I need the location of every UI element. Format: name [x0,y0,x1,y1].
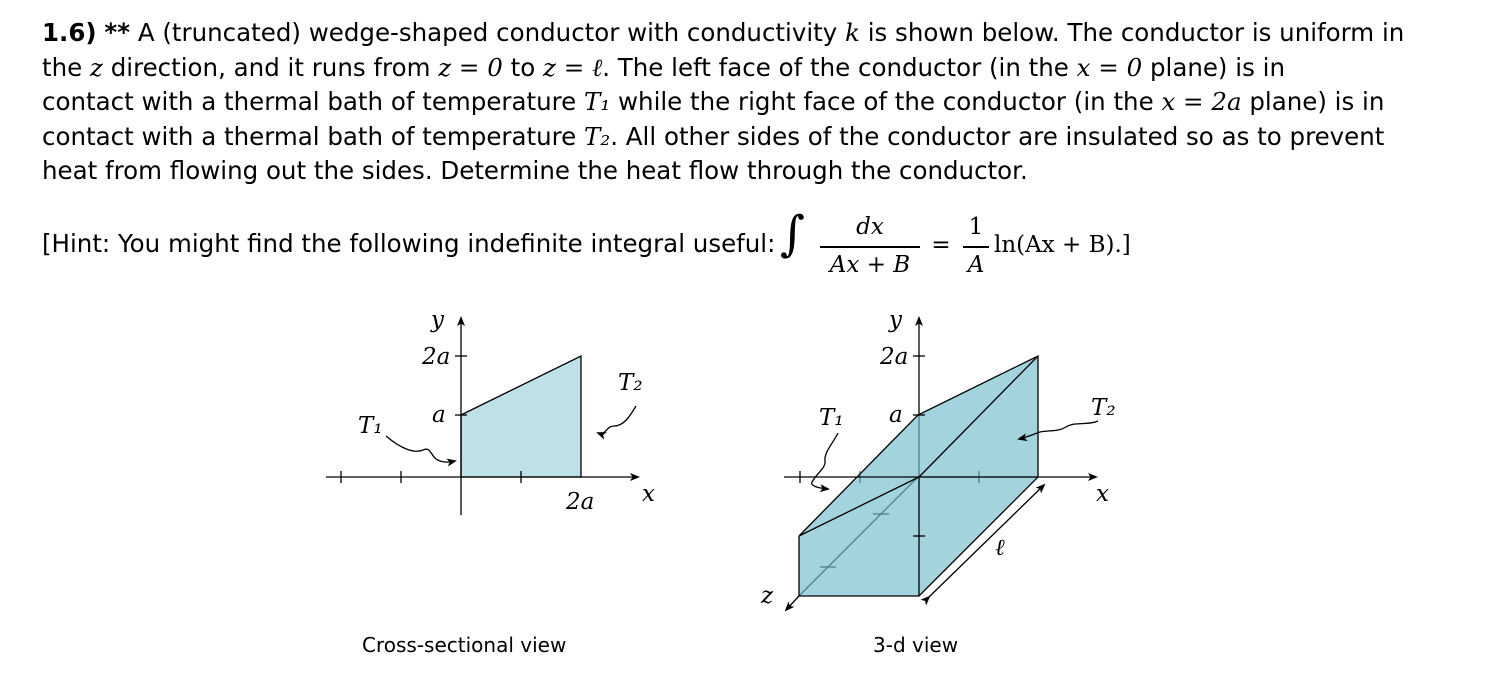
hint-text: [Hint: You might find the following indefinite integral useful: [42,229,776,258]
text-segment: A (truncated) wedge-shaped conductor with conductivity [137,18,846,47]
3d-z-label: z [761,583,774,609]
text-segment: is shown below. The conductor is uniform in [859,18,1405,47]
3d-a-label: a [889,402,903,428]
3d-t1-label: T₁ [819,405,844,431]
math-k: k [845,18,860,47]
text-segment: contact with a thermal bath of temperature [42,121,585,151]
math-z: z [90,52,103,82]
cross-t2-label: T₂ [618,370,643,396]
cross-2a-x-label: 2a [566,489,595,515]
math-t2: T₂ [584,121,611,151]
3d-z-axis [786,596,799,610]
math-x-eq-2a: x = 2a [1161,87,1242,116]
text-segment: direction, and it runs from [102,52,439,82]
text-segment: . The left face of the conductor (in the [602,52,1077,82]
math-z-eq-l: z = ℓ [543,52,603,82]
3d-length-label: ℓ [995,535,1005,561]
text-segment: plane) is in [1241,87,1385,116]
cross-t1-label: T₁ [358,413,383,439]
math-x-eq-0: x = 0 [1076,52,1143,82]
cross-x-label: x [642,481,655,507]
math-t1: T₁ [584,87,611,116]
text-segment: while the right face of the conductor (in the [610,87,1162,116]
3d-view-caption: 3-d view [873,633,959,657]
3d-y-label: y [889,307,902,333]
cross-2a-y-label: 2a [422,344,451,370]
cross-t1-arrow [386,436,455,462]
3d-t1-arrow [812,433,838,489]
cross-t2-arrow [598,406,636,434]
text-segment: plane) is in [1142,52,1285,82]
3d-x-label: x [1096,481,1109,507]
text-segment: contact with a thermal bath of temperature [42,87,585,116]
cross-a-label: a [432,402,446,428]
rhs-denominator: A [967,252,985,278]
cross-section-caption: Cross-sectional view [362,633,567,657]
text-segment: to [502,52,543,82]
text-segment: . All other sides of the conductor are insulated so as to prevent [610,121,1385,151]
rhs-numerator: 1 [968,214,984,240]
hint-equals: = [931,232,951,258]
text-segment: the [42,52,90,82]
rhs-log-term: ln(Ax + B).] [994,232,1131,258]
cross-section-trapezoid [461,356,581,477]
difficulty-stars: ** [104,18,131,47]
3d-t2-label: T₂ [1091,395,1116,421]
integral-sign: ∫ [780,206,806,262]
3d-figure [784,318,1098,610]
3d-2a-y-label: 2a [880,344,909,370]
integral-denominator: Ax + B [829,252,911,278]
text-segment: heat from flowing out the sides. Determine the heat flow through the conductor. [42,156,1028,185]
problem-number: 1.6) [42,18,97,47]
math-z-eq-0: z = 0 [438,52,503,82]
integral-numerator: dx [856,214,884,240]
cross-y-label: y [431,307,444,333]
